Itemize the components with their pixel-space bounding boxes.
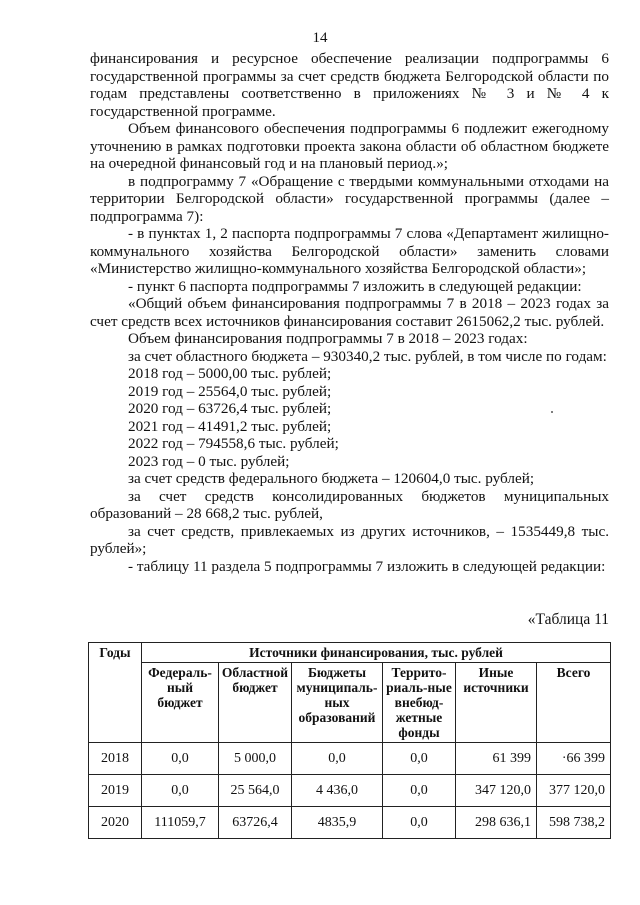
table-cell: 0,0 — [142, 775, 219, 807]
year-cell: 2018 — [89, 743, 142, 775]
column-header: Всего — [537, 663, 611, 743]
column-header: Иные источники — [456, 663, 537, 743]
table-cell: 0,0 — [383, 775, 456, 807]
table-cell: 4 436,0 — [292, 775, 383, 807]
paragraph: 2023 год – 0 тыс. рублей; — [128, 452, 290, 470]
table-cell: 4835,9 — [292, 807, 383, 839]
paragraph: - в пунктах 1, 2 паспорта подпрограммы 7 слова «Департамент жилищно-коммунального хозяйства Белгородской области» заменить словами «Министерство жилищно-коммунального хозяйства Белгородской области»; — [90, 225, 609, 277]
table-cell: 0,0 — [383, 807, 456, 839]
paragraph: за счет областного бюджета – 930340,2 тыс. рублей, в том числе по годам: — [128, 347, 607, 365]
column-header: Областной бюджет — [219, 663, 292, 743]
table-row — [89, 775, 611, 807]
header-sources: Источники финансирования, тыс. рублей — [142, 643, 611, 663]
paragraph: - таблицу 11 раздела 5 подпрограммы 7 изложить в следующей редакции: — [128, 557, 606, 575]
paragraph: 2022 год – 794558,6 тыс. рублей; — [128, 435, 339, 452]
table-cell: 0,0 — [292, 743, 383, 775]
column-header: Федераль-ный бюджет — [142, 663, 219, 743]
page-number: 14 — [312, 30, 328, 46]
paragraph: 2021 год – 41491,2 тыс. рублей; — [128, 417, 332, 435]
year-cell: 2020 — [89, 807, 142, 839]
table-cell: 347 120,0 — [456, 775, 537, 807]
table-cell: 63726,4 — [219, 807, 292, 839]
paragraph: Объем финансового обеспечения подпрограммы 6 подлежит ежегодному уточнению в рамках подготовки проекта закона области об областном бюджете на очередной финансовый год и на плановый период.»; — [90, 120, 609, 172]
year-cell: 2019 — [89, 775, 142, 807]
table-caption: «Таблица 11 — [527, 611, 609, 628]
paragraph: за счет средств федерального бюджета – 120604,0 тыс. рублей; — [128, 470, 535, 487]
column-header: Бюджеты муниципаль-ных образований — [292, 663, 383, 743]
paragraph: в подпрограмму 7 «Обращение с твердыми коммунальными отходами на территории Белгородской области» государственной программы (далее – подпрограмма 7): — [90, 172, 609, 225]
table-cell: 25 564,0 — [219, 775, 292, 807]
paragraph: Объем финансирования подпрограммы 7 в 2018 – 2023 годах: — [128, 330, 528, 347]
paragraph: 2019 год – 25564,0 тыс. рублей; — [128, 382, 332, 400]
scan-speck — [551, 411, 553, 413]
header-years: Годы — [89, 643, 142, 743]
paragraph: финансирования и ресурсное обеспечение реализации подпрограммы 6 государственной программы за счет средств бюджета Белгородской области по годам представлены соответственно в приложениях № 3 и № 4 к государственной программе. — [90, 50, 609, 120]
table-row — [89, 807, 611, 839]
table-cell: 61 399 — [456, 743, 537, 775]
paragraph: за счет средств консолидированных бюджетов муниципальных образований – 28 668,2 тыс. рублей, — [90, 487, 609, 522]
paragraph: «Общий объем финансирования подпрограммы 7 в 2018 – 2023 годах за счет средств всех источников финансирования составит 2615062,2 тыс. рублей. — [90, 295, 609, 330]
table-cell: 598 738,2 — [537, 807, 611, 839]
table-cell: 0,0 — [383, 743, 456, 775]
table-cell: ·66 399 — [537, 743, 611, 775]
table-cell: 5 000,0 — [219, 743, 292, 775]
paragraph: 2018 год – 5000,00 тыс. рублей; — [128, 365, 332, 382]
column-header: Террито-риаль-ные внебюд-жетные фонды — [383, 663, 456, 743]
table-cell: 111059,7 — [142, 807, 219, 839]
table-cell: 298 636,1 — [456, 807, 537, 839]
paragraph: 2020 год – 63726,4 тыс. рублей; — [128, 400, 332, 417]
paragraph: за счет средств, привлекаемых из других источников, – 1535449,8 тыс. рублей»; — [90, 522, 609, 557]
paragraph: - пункт 6 паспорта подпрограммы 7 изложить в следующей редакции: — [128, 277, 582, 295]
table-cell: 377 120,0 — [537, 775, 611, 807]
table-cell: 0,0 — [142, 743, 219, 775]
financing-table — [88, 642, 611, 839]
table-row — [89, 743, 611, 775]
document-body — [90, 50, 609, 575]
